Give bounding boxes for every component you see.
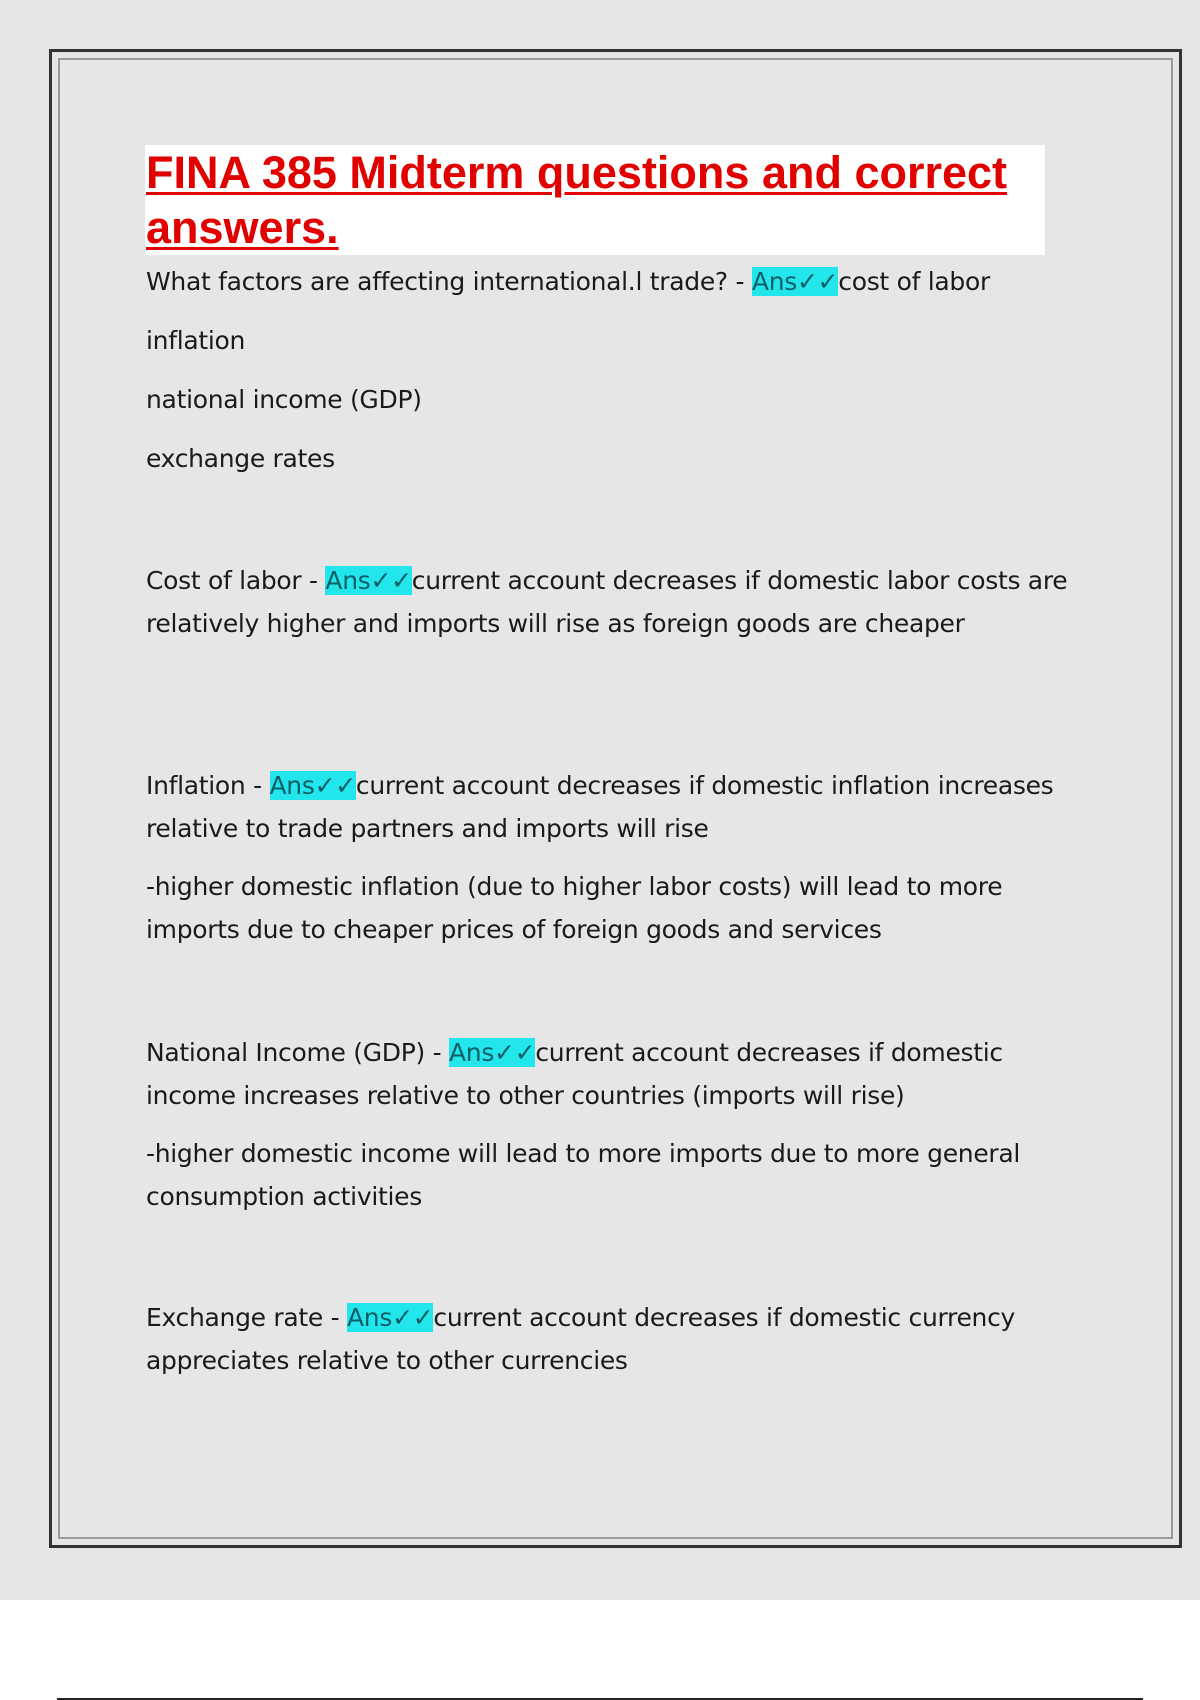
question-line	[146, 764, 1086, 850]
answer-marker: Ans✓✓	[347, 1303, 434, 1332]
question-text: Inflation -	[146, 771, 270, 800]
answer-marker: Ans✓✓	[448, 1038, 536, 1067]
question-text: What factors are affecting international.l trade? -	[146, 267, 752, 296]
qa-block-2	[146, 559, 1086, 645]
answer-marker: Ans✓✓	[751, 267, 839, 296]
answer-text: cost of labor	[838, 267, 990, 296]
answer-marker: Ans✓✓	[269, 771, 356, 800]
answer-text: current account decreases if domestic labor costs are relatively higher and imports will rise as foreign goods are cheaper	[146, 566, 1068, 638]
qa-block-4	[146, 1031, 1086, 1218]
qa-block-1	[146, 260, 1086, 480]
answer-text: current account decreases if domestic inflation increases relative to trade partners and imports will rise	[146, 771, 1054, 843]
answer-item: national income (GDP)	[146, 385, 422, 414]
answer-item: exchange rates	[146, 444, 335, 473]
question-line	[146, 1296, 1086, 1382]
answer-note: -higher domestic inflation (due to higher labor costs) will lead to more imports due to cheaper prices of foreign goods and services	[146, 872, 1003, 944]
answer-text: current account decreases if domestic income increases relative to other countries (imports will rise)	[146, 1038, 1003, 1110]
answer-marker: Ans✓✓	[325, 566, 412, 595]
question-line	[146, 260, 1086, 303]
question-text: Cost of labor -	[146, 566, 326, 595]
question-line	[146, 559, 1086, 645]
question-text: Exchange rate -	[146, 1303, 347, 1332]
answer-text: current account decreases if domestic currency appreciates relative to other currencies	[146, 1303, 1016, 1375]
question-text: National Income (GDP) -	[146, 1038, 449, 1067]
question-line	[146, 1031, 1086, 1117]
document-title: FINA 385 Midterm questions and correct answers.	[146, 147, 1008, 253]
answer-item: inflation	[146, 326, 246, 355]
qa-block-5	[146, 1296, 1086, 1382]
answer-note: -higher domestic income will lead to more imports due to more general consumption activities	[146, 1139, 1021, 1211]
qa-block-3	[146, 764, 1086, 951]
